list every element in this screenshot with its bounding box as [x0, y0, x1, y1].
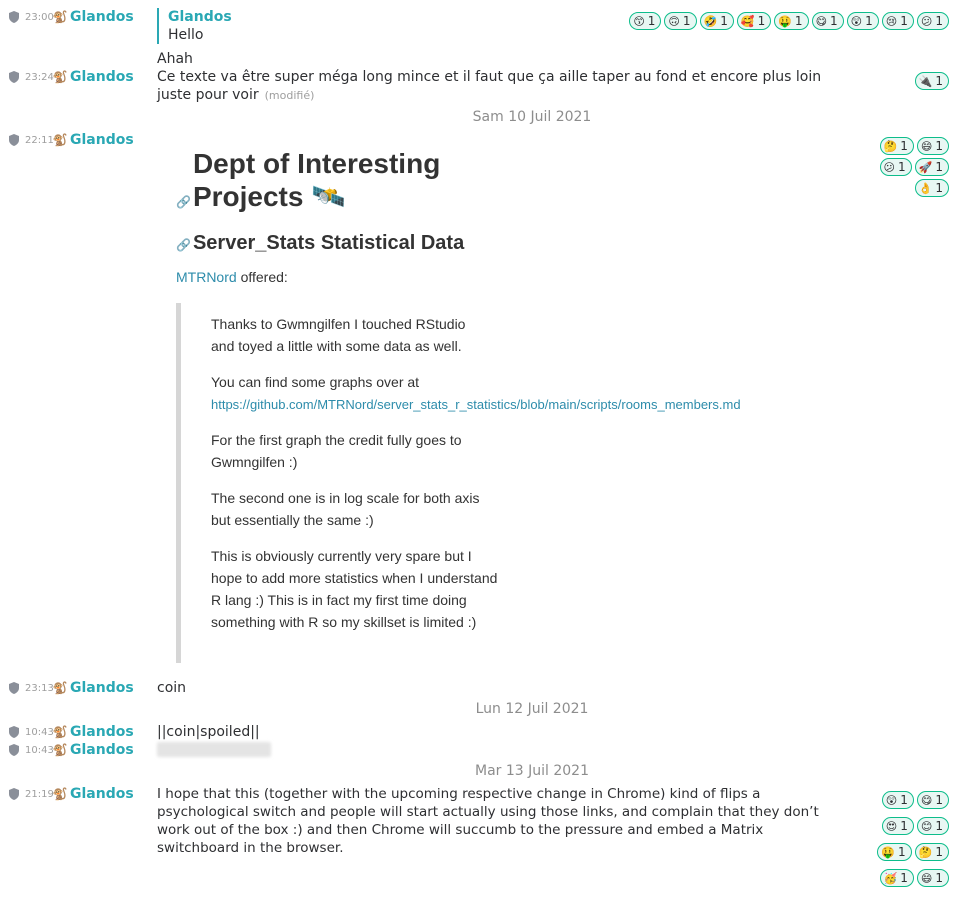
timestamp[interactable]: 10:43	[25, 726, 54, 738]
shield-icon[interactable]	[9, 71, 19, 83]
timestamp[interactable]: 23:13	[25, 682, 54, 694]
timestamp[interactable]: 10:43	[25, 744, 54, 756]
shield-icon[interactable]	[9, 11, 19, 23]
shield-icon[interactable]	[9, 726, 19, 738]
reaction-count: 1	[898, 845, 906, 859]
sender-name[interactable]: Glandos	[70, 69, 134, 85]
reaction-button[interactable]	[917, 137, 949, 155]
reaction-button[interactable]	[915, 72, 949, 90]
reaction-count: 1	[935, 819, 943, 833]
reaction-emoji-icon: 🤣	[703, 14, 718, 28]
reaction-emoji-icon: 😄	[920, 139, 933, 153]
date-separator: Lun 12 Juil 2021	[475, 701, 589, 717]
reaction-count: 1	[935, 74, 943, 88]
reaction-count: 1	[900, 14, 908, 28]
reaction-emoji-icon: 👌	[918, 181, 933, 195]
reaction-button[interactable]	[700, 12, 734, 30]
reaction-button[interactable]	[915, 158, 949, 176]
reaction-button[interactable]	[880, 869, 914, 887]
message-image[interactable]	[168, 143, 823, 669]
reaction-button[interactable]	[917, 869, 949, 887]
reactions-row	[865, 791, 949, 887]
reaction-count: 1	[647, 14, 656, 28]
reaction-count: 1	[935, 845, 943, 859]
reply-sender[interactable]: Glandos	[168, 9, 232, 25]
sender-name[interactable]: Glandos	[70, 9, 134, 25]
quote-paragraph: You can find some graphs over at	[211, 374, 420, 390]
reaction-emoji-icon: 😕	[920, 14, 933, 28]
reactions-row	[865, 137, 949, 197]
reaction-emoji-icon: 🤔	[918, 845, 933, 859]
reaction-count: 1	[900, 871, 908, 885]
reaction-emoji-icon: 😙	[633, 14, 645, 28]
reaction-count: 1	[935, 160, 943, 174]
date-separator: Sam 10 Juil 2021	[472, 109, 592, 125]
reaction-count: 1	[898, 160, 906, 174]
shield-icon[interactable]	[9, 788, 19, 800]
reaction-emoji-icon: 😍	[885, 819, 898, 833]
timestamp[interactable]: 22:11	[25, 134, 54, 146]
reaction-button[interactable]	[882, 817, 914, 835]
sender-name[interactable]: Glandos	[70, 786, 134, 802]
quote-paragraph: The second one is in log scale for both axis but essentially the same :)	[211, 490, 480, 528]
sender-name[interactable]: Glandos	[70, 724, 134, 740]
reaction-count: 1	[935, 793, 943, 807]
shield-icon[interactable]	[9, 134, 19, 146]
reaction-emoji-icon: 😄	[920, 871, 933, 885]
reaction-button[interactable]	[877, 843, 911, 861]
reaction-button[interactable]	[629, 12, 661, 30]
reaction-button[interactable]	[812, 12, 844, 30]
shield-icon[interactable]	[9, 682, 19, 694]
reaction-button[interactable]	[847, 12, 879, 30]
avatar-icon[interactable]: 🐒	[52, 133, 68, 147]
reaction-emoji-icon: 🔌	[918, 74, 933, 88]
reaction-button[interactable]	[915, 179, 949, 197]
reactions-row	[579, 12, 949, 30]
reaction-button[interactable]	[880, 137, 914, 155]
reaction-emoji-icon: 🥰	[740, 14, 755, 28]
reaction-count: 1	[935, 14, 943, 28]
date-separator: Mar 13 Juil 2021	[475, 763, 589, 779]
reaction-emoji-icon: 😲	[850, 14, 863, 28]
reaction-count: 1	[935, 139, 943, 153]
timestamp[interactable]: 21:19	[25, 788, 54, 800]
sender-name[interactable]: Glandos	[70, 742, 134, 758]
image-title: 🔗Dept of Interesting Projects 🛰️	[176, 148, 441, 212]
reaction-button[interactable]	[880, 158, 912, 176]
reaction-emoji-icon: 🥳	[883, 871, 898, 885]
image-blockquote	[176, 303, 821, 663]
edited-marker[interactable]: (modifié)	[264, 89, 315, 102]
message-line: psychological switch and people will start actually using those links, and complain that they don’t	[157, 804, 819, 820]
message-text: ||coin|spoiled||	[157, 724, 260, 740]
message-text: coin	[157, 680, 187, 696]
reaction-count: 1	[935, 181, 943, 195]
reaction-emoji-icon: 😋	[815, 14, 828, 28]
reaction-emoji-icon: 😊	[920, 819, 933, 833]
reaction-button[interactable]	[882, 791, 914, 809]
timestamp[interactable]: 23:00	[25, 11, 54, 23]
reaction-emoji-icon: 🚀	[918, 160, 933, 174]
reaction-emoji-icon: 🤑	[881, 845, 896, 859]
reaction-button[interactable]	[917, 817, 949, 835]
reaction-emoji-icon: 🤑	[778, 14, 792, 28]
timestamp[interactable]: 23:24	[25, 71, 54, 83]
message-line: I hope that this (together with the upcoming respective change in Chrome) kind of flips a	[157, 786, 761, 802]
sender-name[interactable]: Glandos	[70, 132, 134, 148]
quote-paragraph: Thanks to Gwmngilfen I touched RStudio and toyed a little with some data as well.	[211, 316, 466, 354]
message-text: Ahah	[157, 51, 193, 67]
reaction-count: 1	[935, 871, 943, 885]
link-icon: 🔗	[176, 238, 191, 252]
reaction-count: 1	[900, 819, 908, 833]
avatar-icon[interactable]: 🐒	[52, 681, 68, 695]
reaction-count: 1	[720, 14, 728, 28]
reaction-count: 1	[830, 14, 838, 28]
reaction-emoji-icon: 🤔	[883, 139, 898, 153]
reaction-count: 1	[682, 14, 691, 28]
reaction-emoji-icon: 😢	[885, 14, 898, 28]
spoiler-text[interactable]	[157, 742, 271, 757]
message-text	[157, 785, 857, 857]
link-icon: 🔗	[176, 195, 191, 209]
reaction-button[interactable]	[915, 843, 949, 861]
reaction-count: 1	[794, 14, 803, 28]
quote-paragraph: For the first graph the credit fully goes to Gwmngilfen :)	[211, 432, 462, 470]
reaction-emoji-icon: 🙃	[668, 14, 680, 28]
reaction-button[interactable]	[774, 12, 808, 30]
reply-text: Hello	[168, 27, 204, 43]
shield-icon[interactable]	[9, 744, 19, 756]
avatar-icon[interactable]: 🐒	[52, 725, 68, 739]
avatar-icon[interactable]: 🐒	[52, 743, 68, 757]
image-offer: MTRNord offered:	[176, 269, 288, 285]
reactions-row	[889, 72, 949, 90]
reaction-button[interactable]	[737, 12, 771, 30]
reaction-button[interactable]	[664, 12, 696, 30]
user-link: MTRNord	[176, 269, 237, 285]
reaction-emoji-icon: 😕	[883, 160, 896, 174]
reaction-count: 1	[900, 139, 908, 153]
image-subtitle: 🔗 Server_Stats Statistical Data	[176, 232, 465, 254]
reply-quote[interactable]	[157, 8, 232, 44]
quote-paragraph	[211, 393, 821, 416]
message-line: work out of the box :) and then Chrome will succumb to the pressure and embed a Matrix	[157, 822, 764, 838]
reaction-count: 1	[757, 14, 766, 28]
github-link: https://github.com/MTRNord/server_stats_r_statistics/blob/main/scripts/rooms_members.md	[211, 397, 741, 412]
reaction-emoji-icon: 😋	[920, 793, 933, 807]
quote-paragraph: This is obviously currently very spare but I hope to add more statistics when I understand R lang :) This is in fact my first time doing something with R so my skillset is limited :)	[211, 548, 498, 630]
reaction-button[interactable]	[917, 791, 949, 809]
reaction-button[interactable]	[917, 12, 949, 30]
avatar-icon[interactable]: 🐒	[52, 70, 68, 84]
reaction-emoji-icon: 😲	[885, 793, 898, 807]
reaction-count: 1	[900, 793, 908, 807]
avatar-icon[interactable]: 🐒	[52, 787, 68, 801]
avatar-icon[interactable]: 🐒	[52, 10, 68, 24]
reaction-button[interactable]	[882, 12, 914, 30]
reaction-count: 1	[865, 14, 873, 28]
sender-name[interactable]: Glandos	[70, 680, 134, 696]
message-line: switchboard in the browser.	[157, 840, 344, 856]
message-text: Ce texte va être super méga long mince et il faut que ça aille taper au fond et encore plus loin juste pour voir	[157, 69, 822, 103]
